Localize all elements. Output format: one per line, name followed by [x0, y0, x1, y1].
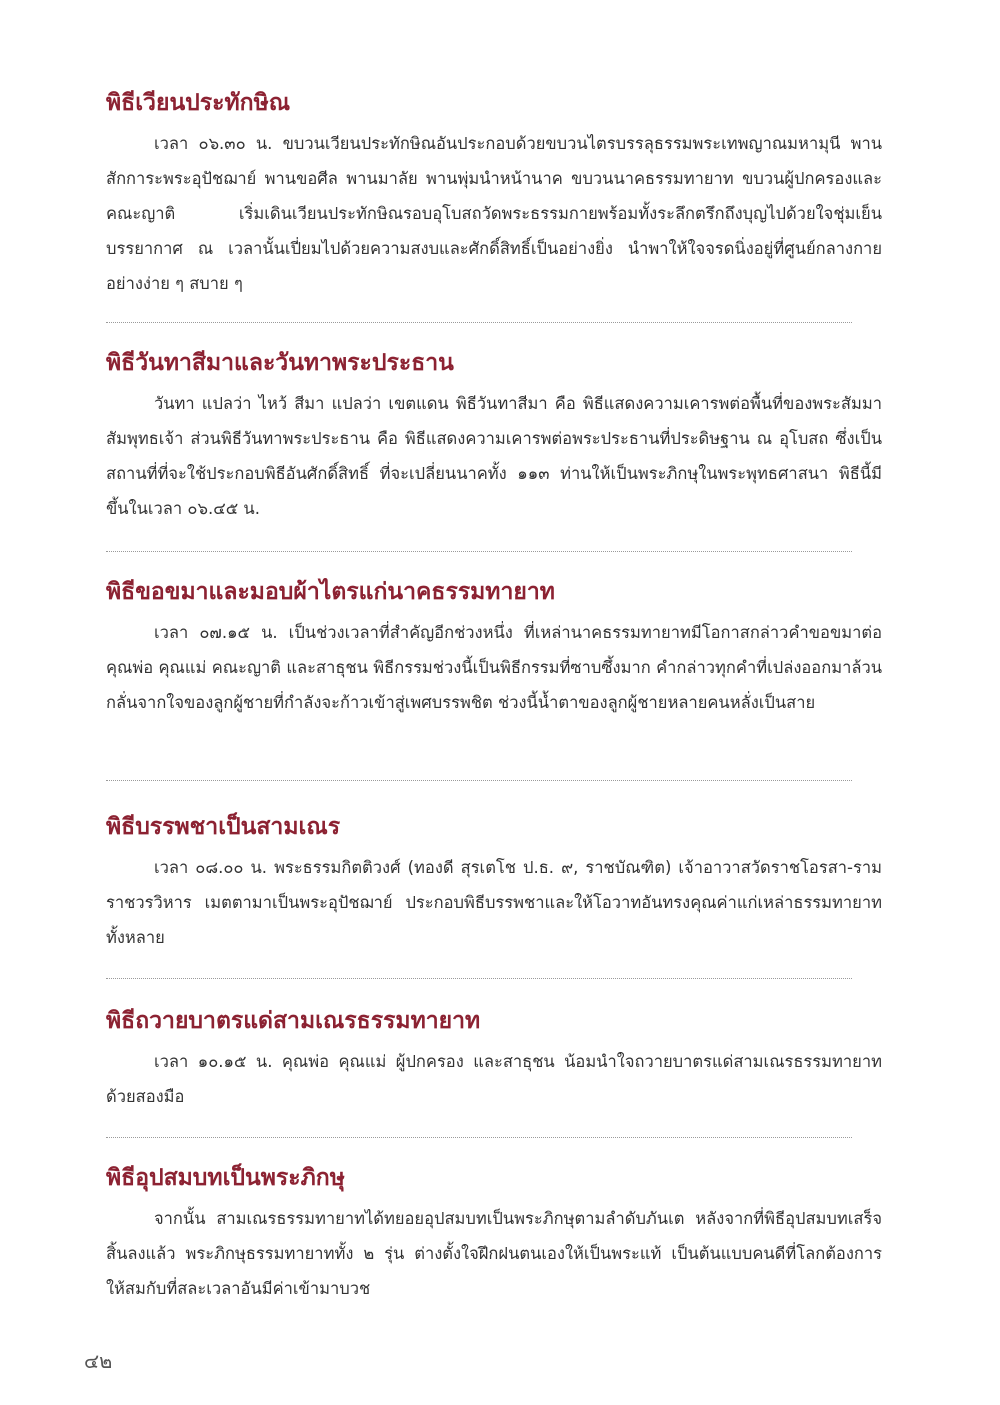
section-heading: พิธีขอขมาและมอบผ้าไตรแก่นาคธรรมทายาท: [106, 578, 555, 605]
section-body: เวลา ๐๘.๐๐ น. พระธรรมกิตติวงศ์ (ทองดี สุรเตโช ป.ธ. ๙, ราชบัณฑิต) เจ้าอาวาสวัดราชโอรสา-รามราชวรวิหาร เมตตามาเป็นพระอุปัชฌาย์ ประกอบพิธีบรรพชาและให้โอวาทอันทรงคุณค่าแก่เหล่าธรรมทายาททั้งหลาย: [106, 858, 882, 947]
page-number: ๔๒: [84, 1349, 113, 1373]
section-divider: [106, 1137, 852, 1138]
section-monk-ordination: [106, 1163, 882, 1306]
section-body: วันทา แปลว่า ไหว้ สีมา แปลว่า เขตแดน พิธีวันทาสีมา คือ พิธีแสดงความเคารพต่อพื้นที่ของพระสัมมาสัมพุทธเจ้า ส่วนพิธีวันทาพระประธาน คือ พิธีแสดงความเคารพต่อพระประธานที่ประดิษฐาน ณ อุโบสถ ซึ่งเป็นสถานที่ที่จะใช้ประกอบพิธีอันศักดิ์สิทธิ์ ที่จะเปลี่ยนนาคทั้ง ๑๑๓ ท่านให้เป็นพระภิกษุในพระพุทธศาสนา พิธีนี้มีขึ้นในเวลา ๐๖.๔๕ น.: [106, 394, 882, 518]
section-heading: พิธีวันทาสีมาและวันทาพระประธาน: [106, 349, 454, 376]
section-divider: [106, 551, 852, 552]
section-heading: พิธีอุปสมบทเป็นพระภิกษุ: [106, 1164, 345, 1191]
section-sima-worship: [106, 348, 882, 526]
section-apology-robes: [106, 577, 882, 720]
section-heading: พิธีบรรพชาเป็นสามเณร: [106, 813, 341, 840]
section-body: เวลา ๐๗.๑๕ น. เป็นช่วงเวลาที่สำคัญอีกช่วงหนึ่ง ที่เหล่านาคธรรมทายาทมีโอกาสกล่าวคำขอขมาต่อคุณพ่อ คุณแม่ คณะญาติ และสาธุชน พิธีกรรมช่วงนี้เป็นพิธีกรรมที่ซาบซึ้งมาก คำกล่าวทุกคำที่เปล่งออกมาล้วนกลั่นจากใจของลูกผู้ชายที่กำลังจะก้าวเข้าสู่เพศบรรพชิต ช่วงนี้น้ำตาของลูกผู้ชายหลายคนหลั่งเป็นสาย: [106, 623, 882, 712]
section-divider: [106, 978, 852, 979]
section-novice-ordination: [106, 812, 882, 955]
section-body: เวลา ๐๖.๓๐ น. ขบวนเวียนประทักษิณอันประกอบด้วยขบวนไตรบรรลุธรรมพระเทพญาณมหามุนี พานสักการะพระอุปัชฌาย์ พานขอศีล พานมาลัย พานพุ่มนำหน้านาค ขบวนนาคธรรมทายาท ขบวนผู้ปกครองและคณะญาติ เริ่มเดินเวียนประทักษิณรอบอุโบสถวัดพระธรรมกายพร้อมทั้งระลึกตรึกถึงบุญไปด้วยใจชุ่มเย็น บรรยากาศ ณ เวลานั้นเปี่ยมไปด้วยความสงบและศักดิ์สิทธิ์เป็นอย่างยิ่ง นำพาให้ใจจรดนิ่งอยู่ที่ศูนย์กลางกายอย่างง่าย ๆ สบาย ๆ: [106, 134, 882, 293]
section-alms-bowl: [106, 1006, 882, 1114]
section-circumambulation: [106, 88, 882, 301]
section-divider: [106, 322, 852, 323]
section-body: เวลา ๑๐.๑๕ น. คุณพ่อ คุณแม่ ผู้ปกครอง และสาธุชน น้อมนำใจถวายบาตรแด่สามเณรธรรมทายาทด้วยสองมือ: [106, 1052, 882, 1106]
section-divider: [106, 780, 852, 781]
section-heading: พิธีถวายบาตรแด่สามเณรธรรมทายาท: [106, 1007, 481, 1034]
section-body: จากนั้น สามเณรธรรมทายาทได้ทยอยอุปสมบทเป็นพระภิกษุตามลำดับภันเต หลังจากที่พิธีอุปสมบทเสร็จสิ้นลงแล้ว พระภิกษุธรรมทายาททั้ง ๒ รุ่น ต่างตั้งใจฝึกฝนตนเองให้เป็นพระแท้ เป็นต้นแบบคนดีที่โลกต้องการ ให้สมกับที่สละเวลาอันมีค่าเข้ามาบวช: [106, 1209, 882, 1298]
section-heading: พิธีเวียนประทักษิณ: [106, 89, 291, 116]
